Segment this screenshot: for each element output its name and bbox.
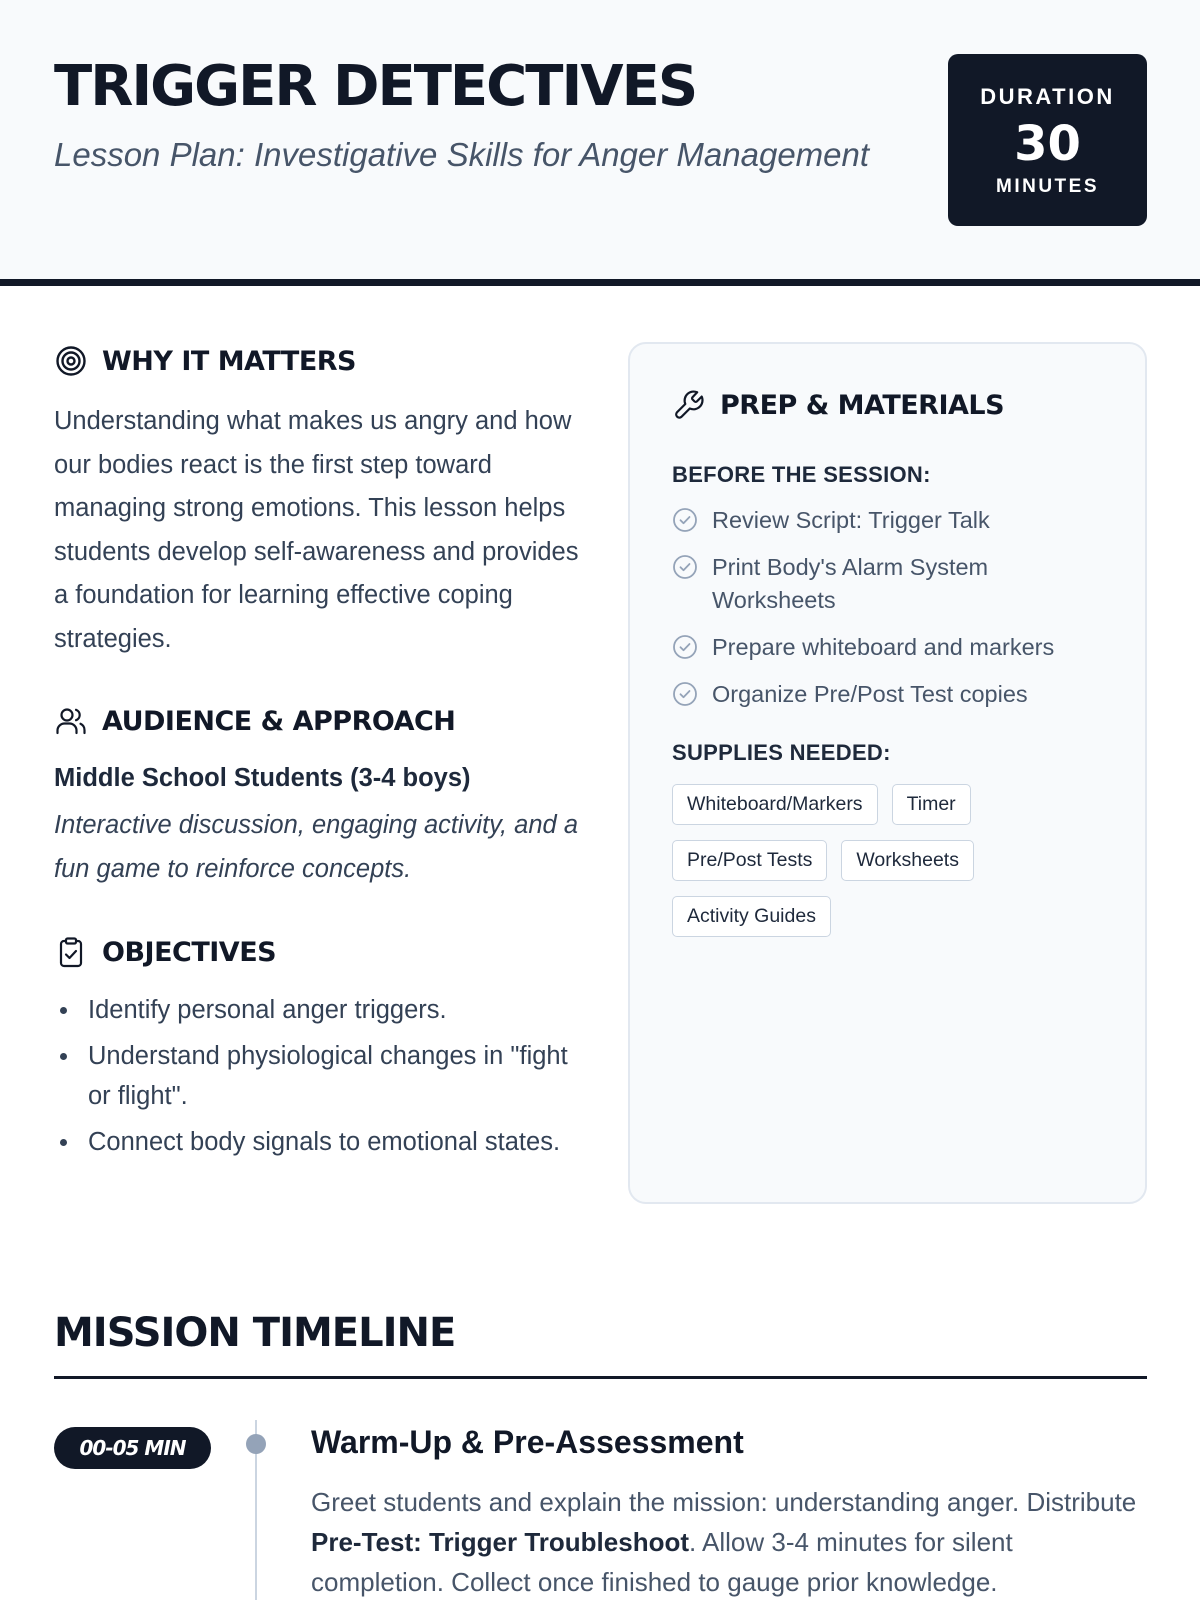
objective-item: Connect body signals to emotional states. [54,1122,594,1162]
objective-item: Understand physiological changes in "fight or flight". [54,1036,594,1116]
duration-unit: MINUTES [996,176,1099,197]
checklist-item [672,678,1112,711]
supplies-tags [672,784,1012,937]
checklist-item [672,504,1112,537]
check-circle-icon [672,554,698,580]
wrench-icon [672,388,706,422]
supply-tag: Worksheets [841,840,974,881]
checklist-text: Print Body's Alarm System Worksheets [712,554,989,613]
audience-approach: Interactive discussion, engaging activity, and a fun game to reinforce concepts. [54,811,578,883]
checklist-text: Organize Pre/Post Test copies [712,681,1028,707]
supplies-label: SUPPLIES NEEDED: [672,740,891,765]
prep-heading-row [672,388,1004,422]
objectives-heading-row [54,935,276,969]
before-session-label: BEFORE THE SESSION: [672,462,931,487]
supply-tag: Timer [892,784,971,825]
checklist-text: Prepare whiteboard and markers [712,634,1055,660]
divider [54,1376,1147,1379]
checklist-text: Review Script: Trigger Talk [712,507,990,533]
why-heading: WHY IT MATTERS [102,345,356,377]
page-subtitle: Lesson Plan: Investigative Skills for Anger Management [54,136,870,173]
checklist-item [672,631,1112,664]
supply-tag: Pre/Post Tests [672,840,827,881]
prep-checklist [672,504,1112,725]
check-circle-icon [672,507,698,533]
page-title: TRIGGER DETECTIVES [54,54,697,119]
prep-materials-card [628,342,1147,1204]
step-text-part: . Allow 3-4 minutes for silent completion. Collect once finished to gauge prior knowledge. [311,1527,1013,1597]
audience-heading-row [54,704,455,738]
clipboard-check-icon [54,935,88,969]
why-text: Understanding what makes us angry and how our bodies react is the first step toward managing strong emotions. This lesson helps students develop self-awareness and provides a foundation for learning effective coping strategies. [54,407,579,653]
duration-label: DURATION [980,84,1115,109]
supply-tag: Whiteboard/Markers [672,784,878,825]
step-text-bold: Pre-Test: Trigger Troubleshoot [311,1527,690,1557]
timeline-dot [246,1434,266,1454]
duration-value: 30 [1014,116,1081,172]
why-heading-row [54,344,356,378]
supply-tag: Activity Guides [672,896,831,937]
step-title: Warm-Up & Pre-Assessment [311,1424,744,1460]
prep-heading: PREP & MATERIALS [720,389,1005,421]
duration-badge [948,54,1147,226]
checklist-item [672,551,1112,617]
objectives-heading: OBJECTIVES [102,936,277,968]
step-description [311,1482,1151,1602]
target-icon [54,344,88,378]
time-badge: 00-05 MIN [54,1427,211,1469]
check-circle-icon [672,681,698,707]
step-text-part: Greet students and explain the mission: understanding anger. Distribute [311,1487,1137,1517]
objective-item: Identify personal anger triggers. [54,990,594,1030]
page-header [0,0,1200,286]
mission-timeline-heading: MISSION TIMELINE [54,1310,456,1356]
objectives-list [54,990,594,1168]
audience-heading: AUDIENCE & APPROACH [102,705,456,737]
audience-group: Middle School Students (3-4 boys) [54,764,471,792]
users-icon [54,704,88,738]
check-circle-icon [672,634,698,660]
